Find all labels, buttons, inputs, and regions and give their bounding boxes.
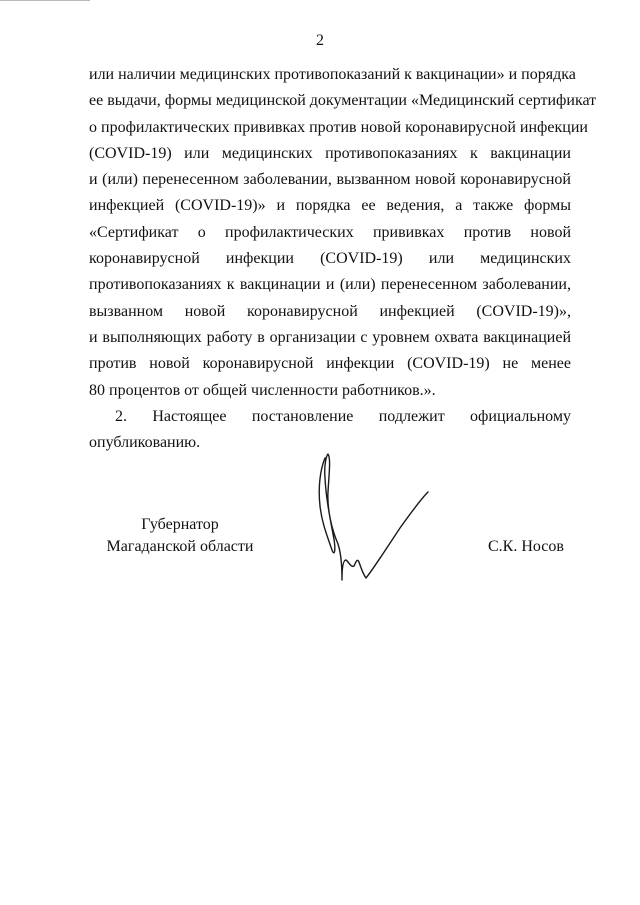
body-line: (COVID-19) или медицинских противопоказаниях к вакцинации	[89, 144, 571, 162]
paragraph-2-line: 2. Настоящее постановление подлежит официальному	[115, 407, 571, 425]
signer-position	[90, 514, 270, 558]
body-line: 80 процентов от общей численности работников.».	[89, 381, 436, 399]
body-line: о профилактических прививках против новой коронавирусной инфекции	[89, 118, 588, 136]
position-line-2: Магаданской области	[106, 538, 254, 555]
body-line: и (или) перенесенном заболевании, вызванном новой коронавирусной	[89, 171, 571, 189]
body-line: или наличии медицинских противопоказаний к вакцинации» и порядка	[89, 66, 576, 83]
signer-name: С.К. Носов	[488, 538, 564, 555]
body-line: вызванном новой коронавирусной инфекцией (COVID-19)»,	[89, 302, 571, 320]
body-line: инфекцией (COVID-19)» и порядка ее ведения, а также формы	[89, 197, 571, 215]
body-line: противопоказаниях к вакцинации и (или) перенесенном заболевании,	[89, 276, 571, 294]
body-line: против новой коронавирусной инфекции (COVID-19) не менее	[89, 355, 571, 373]
body-line: «Сертификат о профилактических прививках против новой	[89, 223, 571, 241]
position-line-1: Губернатор	[141, 516, 219, 533]
body-line: коронавирусной инфекции (COVID-19) или медицинских	[89, 250, 571, 268]
body-line: опубликованию.	[89, 434, 201, 452]
body-line: и выполняющих работу в организации с уровнем охвата вакцинацией	[89, 328, 571, 346]
page-number: 2	[316, 32, 324, 49]
handwritten-signature	[308, 448, 438, 593]
body-line: ее выдачи, формы медицинской документации «Медицинский сертификат	[89, 92, 597, 110]
